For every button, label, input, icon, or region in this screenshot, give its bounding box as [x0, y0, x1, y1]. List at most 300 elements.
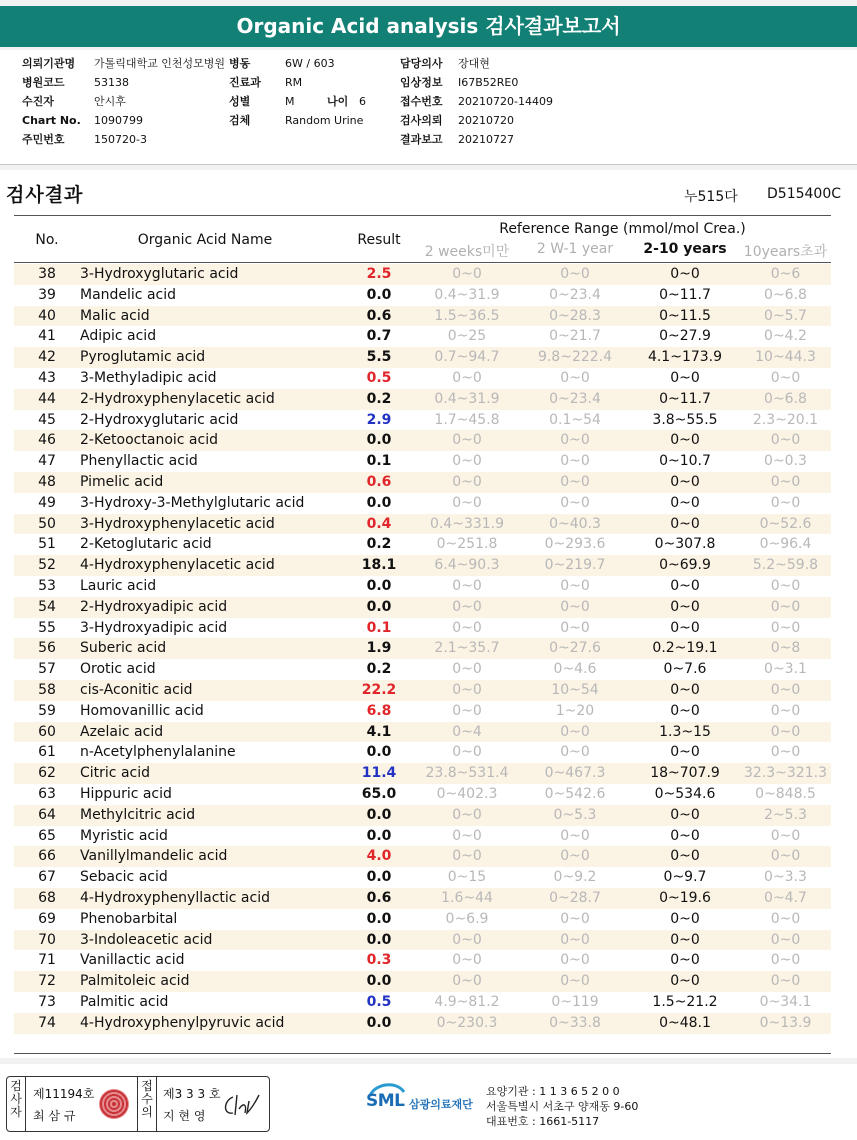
receiver-name: 지 현 영 — [163, 1109, 206, 1123]
row-number: 52 — [38, 557, 56, 574]
hospital-value: 가톨릭대학교 인천성모병원 — [94, 57, 226, 70]
range-2-10-years: 0~9.7 — [663, 869, 707, 886]
range-under-2-weeks: 6.4~90.3 — [434, 557, 500, 574]
table-row — [14, 638, 831, 659]
table-row — [14, 826, 831, 847]
col-header-no: No. — [35, 232, 59, 248]
range-2-10-years: 0~0 — [670, 848, 700, 865]
range-2-10-years: 0~19.6 — [659, 890, 711, 906]
range-2-10-years: 0.2~19.1 — [652, 640, 718, 657]
acid-name: Homovanillic acid — [80, 702, 204, 719]
range-under-2-weeks: 0~0 — [452, 848, 482, 865]
recipient-value: 안시후 — [94, 95, 126, 108]
table-row — [14, 701, 831, 722]
table-row — [14, 784, 831, 805]
range-under-2-weeks: 0~0 — [452, 474, 482, 490]
range-2-10-years: 0~0 — [670, 370, 700, 386]
code-row — [22, 74, 129, 92]
result-value: 0.2 — [366, 661, 392, 678]
receipt-value: 20210720-14409 — [458, 95, 553, 108]
acid-name: 3-Methyladipic acid — [80, 370, 217, 386]
range-2w-1-year: 0~0 — [560, 744, 590, 761]
clinical-value: I67B52RE0 — [458, 76, 519, 89]
table-row — [14, 680, 831, 701]
result-value: 1.9 — [366, 640, 392, 657]
range-2-10-years: 0~0 — [670, 744, 700, 761]
range-2-10-years: 0~0 — [670, 578, 700, 594]
range-under-2-weeks: 0~0 — [452, 370, 482, 386]
range-2w-1-year: 0~40.3 — [549, 515, 601, 532]
range-2w-1-year: 0~4.6 — [553, 661, 597, 678]
ward-value: 6W / 603 — [285, 57, 335, 70]
range-2-10-years: 0~0 — [670, 952, 700, 969]
result-value: 2.9 — [366, 411, 392, 428]
result-value: 22.2 — [361, 682, 397, 698]
acid-name: Phenobarbital — [80, 910, 178, 927]
row-number: 73 — [38, 994, 56, 1010]
chart-value: 1090799 — [94, 114, 143, 127]
dept-row — [229, 74, 302, 92]
specimen-row — [229, 112, 363, 130]
range-2-10-years: 0~0 — [670, 827, 700, 844]
row-number: 42 — [38, 349, 56, 366]
range-over-10-years: 2~5.3 — [764, 806, 807, 823]
row-number: 48 — [38, 474, 56, 490]
range-2-10-years: 0~0 — [670, 619, 700, 636]
code-label: 병원코드 — [22, 76, 65, 89]
result-value: 0.0 — [366, 869, 392, 886]
range-2w-1-year: 0~219.7 — [544, 557, 606, 574]
table-row — [14, 410, 831, 431]
lab-phone: 대표번호 : 1661-5117 — [486, 1115, 600, 1128]
acid-name: 3-Hydroxy-3-Methylglutaric acid — [80, 494, 305, 511]
range-2w-1-year: 0~23.4 — [549, 390, 601, 407]
result-value: 0.6 — [366, 890, 392, 906]
range-2w-1-year: 0~0 — [560, 432, 590, 449]
result-value: 0.0 — [366, 578, 392, 594]
acid-name: 3-Hydroxyadipic acid — [80, 619, 228, 636]
range-over-10-years: 0~0 — [770, 370, 801, 386]
range-2w-1-year: 0~0 — [560, 619, 590, 636]
age-label: 나이 — [327, 95, 349, 108]
range-over-10-years: 0~0.3 — [764, 453, 807, 470]
result-value: 0.0 — [366, 1014, 392, 1031]
range-2-10-years: 1.3~15 — [659, 723, 711, 740]
range-2-10-years: 1.5~21.2 — [652, 994, 718, 1010]
examiner-name: 최 삼 규 — [33, 1109, 76, 1123]
range-over-10-years: 10~44.3 — [755, 349, 816, 366]
range-2-10-years: 18~707.9 — [650, 765, 720, 782]
range-2w-1-year: 1~20 — [555, 702, 595, 719]
lab-code: 요양기관 : 1 1 3 6 5 2 0 0 — [486, 1085, 620, 1098]
row-number: 45 — [38, 411, 56, 428]
table-row — [14, 264, 831, 285]
table-row — [14, 493, 831, 514]
result-value: 0.1 — [366, 619, 392, 636]
result-value: 65.0 — [361, 786, 397, 802]
range-over-10-years: 0~4.2 — [764, 328, 807, 345]
sex-value: M — [285, 95, 295, 108]
range-over-10-years: 0~0 — [770, 744, 801, 761]
doctor-label: 담당의사 — [400, 57, 443, 70]
doctor-value: 장대현 — [458, 57, 490, 70]
range-2w-1-year: 0~542.6 — [544, 786, 606, 802]
idnum-label: 주민번호 — [22, 133, 65, 146]
table-row — [14, 597, 831, 618]
range-under-2-weeks: 0~4 — [452, 723, 482, 740]
range-over-10-years: 0~0 — [770, 973, 801, 990]
range-under-2-weeks: 0.4~331.9 — [429, 515, 505, 532]
table-row — [14, 971, 831, 992]
result-value: 0.5 — [366, 994, 392, 1010]
range-2w-1-year: 0.1~54 — [549, 411, 601, 428]
table-row — [14, 514, 831, 535]
receiver-license: 제3 3 3 호 — [163, 1087, 221, 1101]
dept-value: RM — [285, 76, 303, 89]
range-2-10-years: 0~11.7 — [659, 286, 711, 303]
age-value: 6 — [359, 95, 366, 108]
table-row — [14, 576, 831, 597]
range-2w-1-year: 0~5.3 — [553, 806, 597, 823]
report-row — [400, 131, 514, 149]
result-value: 0.0 — [366, 494, 392, 511]
row-number: 47 — [38, 453, 56, 470]
table-row — [14, 659, 831, 680]
recipient-label: 수진자 — [22, 95, 54, 108]
col-header-r2: 2 W-1 year — [536, 241, 614, 257]
result-value: 18.1 — [361, 557, 397, 574]
specimen-value: Random Urine — [285, 114, 364, 127]
range-under-2-weeks: 0~0 — [452, 952, 482, 969]
range-under-2-weeks: 1.6~44 — [441, 890, 493, 906]
range-2-10-years: 0~0 — [670, 682, 700, 698]
row-number: 41 — [38, 328, 56, 345]
range-over-10-years: 0~0 — [770, 682, 801, 698]
row-number: 43 — [38, 370, 56, 386]
range-over-10-years: 0~34.1 — [759, 994, 812, 1010]
range-under-2-weeks: 0~0 — [452, 619, 482, 636]
acid-name: 4-Hydroxyphenylacetic acid — [80, 557, 275, 574]
result-value: 0.6 — [366, 474, 392, 490]
receipt-label: 접수번호 — [400, 95, 443, 108]
range-2-10-years: 0~307.8 — [654, 536, 716, 553]
range-over-10-years: 0~0 — [770, 702, 801, 719]
row-number: 44 — [38, 390, 56, 407]
range-over-10-years: 0~0 — [770, 952, 801, 969]
range-2-10-years: 0~0 — [670, 515, 700, 532]
range-under-2-weeks: 0~6.9 — [445, 910, 489, 927]
range-2w-1-year: 0~33.8 — [549, 1014, 601, 1031]
lab-contact — [486, 1084, 638, 1129]
range-over-10-years: 0~52.6 — [759, 515, 812, 532]
request-value: 20210720 — [458, 114, 514, 127]
row-number: 40 — [38, 307, 56, 324]
range-under-2-weeks: 0~0 — [452, 578, 482, 594]
result-value: 0.4 — [366, 515, 392, 532]
range-2-10-years: 0~0 — [670, 931, 700, 948]
table-top-rule — [14, 215, 831, 216]
acid-name: Vanillylmandelic acid — [80, 848, 228, 865]
range-2w-1-year: 0~467.3 — [544, 765, 606, 782]
result-value: 0.0 — [366, 806, 392, 823]
row-number: 66 — [38, 848, 56, 865]
result-value: 0.0 — [366, 744, 392, 761]
range-over-10-years: 0~0 — [770, 432, 801, 449]
section-title: 검사결과 — [6, 184, 84, 206]
range-over-10-years: 0~3.1 — [764, 661, 807, 678]
range-2w-1-year: 0~293.6 — [544, 536, 606, 553]
range-2w-1-year: 10~54 — [551, 682, 599, 698]
range-2w-1-year: 9.8~222.4 — [537, 349, 613, 366]
acid-name: Palmitic acid — [80, 994, 169, 1010]
result-value: 0.1 — [366, 453, 392, 470]
range-under-2-weeks: 0~15 — [447, 869, 487, 886]
table-row — [14, 950, 831, 971]
acid-name: Hippuric acid — [80, 786, 172, 802]
range-under-2-weeks: 0~0 — [452, 432, 482, 449]
row-number: 39 — [38, 286, 56, 303]
range-over-10-years: 0~0 — [770, 598, 801, 615]
range-over-10-years: 0~6.8 — [764, 286, 807, 303]
clinical-label: 임상정보 — [400, 76, 443, 89]
range-over-10-years: 2.3~20.1 — [752, 411, 819, 428]
range-over-10-years: 0~0 — [770, 723, 801, 740]
range-under-2-weeks: 0~0 — [452, 744, 482, 761]
range-2w-1-year: 0~0 — [560, 931, 590, 948]
recipient-row — [22, 93, 126, 111]
result-value: 2.5 — [366, 266, 392, 282]
signature-box — [6, 1076, 270, 1132]
result-value: 11.4 — [361, 765, 397, 782]
table-row — [14, 846, 831, 867]
range-under-2-weeks: 0~230.3 — [436, 1014, 498, 1031]
range-under-2-weeks: 0~0 — [452, 494, 482, 511]
range-2-10-years: 0~0 — [670, 266, 700, 282]
acid-name: Pimelic acid — [80, 474, 164, 490]
table-row — [14, 867, 831, 888]
range-2w-1-year: 0~0 — [560, 474, 590, 490]
acid-name: Mandelic acid — [80, 286, 177, 303]
range-2-10-years: 0~0 — [670, 702, 700, 719]
range-2w-1-year: 0~21.7 — [549, 328, 601, 345]
report-label: 결과보고 — [400, 133, 443, 146]
range-over-10-years: 0~0 — [770, 578, 801, 594]
result-value: 0.0 — [366, 910, 392, 927]
table-row — [14, 326, 831, 347]
range-2-10-years: 0~0 — [670, 474, 700, 490]
row-number: 50 — [38, 515, 56, 532]
report-title: Organic Acid analysis 검사결과보고서 — [0, 6, 857, 47]
row-number: 65 — [38, 827, 56, 844]
acid-name: Palmitoleic acid — [80, 973, 190, 990]
acid-name: 2-Hydroxyphenylacetic acid — [80, 390, 275, 407]
range-under-2-weeks: 2.1~35.7 — [434, 640, 500, 657]
range-2-10-years: 0~48.1 — [659, 1014, 711, 1031]
request-row — [400, 112, 514, 130]
range-over-10-years: 0~4.7 — [764, 890, 807, 906]
range-over-10-years: 0~0 — [770, 931, 801, 948]
idnum-value: 150720-3 — [94, 133, 147, 146]
result-value: 0.5 — [366, 370, 392, 386]
ward-label: 병동 — [229, 57, 251, 70]
section-code-2: D515400C — [767, 186, 841, 202]
acid-name: 3-Hydroxyglutaric acid — [80, 266, 239, 282]
range-under-2-weeks: 0.4~31.9 — [434, 390, 500, 407]
range-under-2-weeks: 0~0 — [452, 827, 482, 844]
table-row — [14, 992, 831, 1013]
row-number: 61 — [38, 744, 56, 761]
table-row — [14, 430, 831, 451]
range-over-10-years: 0~13.9 — [759, 1014, 812, 1031]
row-number: 55 — [38, 619, 56, 636]
hospital-row — [22, 55, 225, 73]
table-row — [14, 805, 831, 826]
acid-name: cis-Aconitic acid — [80, 682, 193, 698]
row-number: 69 — [38, 910, 56, 927]
range-2w-1-year: 0~0 — [560, 848, 590, 865]
row-number: 51 — [38, 536, 56, 553]
range-2w-1-year: 0~9.2 — [553, 869, 597, 886]
row-number: 68 — [38, 890, 56, 906]
range-over-10-years: 0~8 — [770, 640, 801, 657]
range-over-10-years: 0~0 — [770, 910, 801, 927]
table-row — [14, 389, 831, 410]
range-over-10-years: 0~0 — [770, 827, 801, 844]
acid-name: Phenyllactic acid — [80, 453, 198, 470]
specimen-label: 검체 — [229, 114, 251, 127]
range-2-10-years: 0~69.9 — [659, 557, 711, 574]
seal-stamp — [99, 1089, 129, 1119]
range-2w-1-year: 0~28.3 — [549, 307, 601, 324]
range-2w-1-year: 0~28.7 — [549, 890, 601, 906]
result-value: 4.0 — [366, 848, 392, 865]
range-2-10-years: 4.1~173.9 — [647, 349, 723, 366]
result-value: 0.0 — [366, 973, 392, 990]
table-row — [14, 888, 831, 909]
acid-name: 2-Hydroxyglutaric acid — [80, 411, 239, 428]
range-2-10-years: 0~0 — [670, 598, 700, 615]
receiver-label: 접수의 — [141, 1079, 153, 1119]
row-number: 60 — [38, 723, 56, 740]
acid-name: Citric acid — [80, 765, 150, 782]
acid-name: 2-Hydroxyadipic acid — [80, 598, 228, 615]
header-bottom-rule — [14, 262, 831, 263]
receipt-row — [400, 93, 553, 111]
range-over-10-years: 0~96.4 — [759, 536, 812, 553]
range-over-10-years: 0~3.3 — [764, 869, 807, 886]
col-header-name: Organic Acid Name — [137, 232, 273, 248]
table-row — [14, 930, 831, 951]
range-over-10-years: 5.2~59.8 — [752, 557, 819, 574]
clinical-row — [400, 74, 518, 92]
row-number: 62 — [38, 765, 56, 782]
range-under-2-weeks: 0~0 — [452, 973, 482, 990]
acid-name: Malic acid — [80, 307, 150, 324]
acid-name: Suberic acid — [80, 640, 167, 657]
range-under-2-weeks: 0~0 — [452, 598, 482, 615]
signature-image — [221, 1091, 263, 1119]
divider — [25, 1077, 26, 1131]
patient-info-panel — [0, 50, 857, 165]
table-row — [14, 763, 831, 784]
row-number: 72 — [38, 973, 56, 990]
table-row — [14, 306, 831, 327]
range-2-10-years: 0~0 — [670, 432, 700, 449]
range-under-2-weeks: 1.5~36.5 — [434, 307, 500, 324]
range-2w-1-year: 0~0 — [560, 827, 590, 844]
range-2w-1-year: 0~119 — [551, 994, 599, 1010]
range-2-10-years: 0~11.7 — [659, 390, 711, 407]
table-row — [14, 451, 831, 472]
range-2-10-years: 0~0 — [670, 973, 700, 990]
acid-name: Sebacic acid — [80, 869, 168, 886]
range-over-10-years: 0~0 — [770, 848, 801, 865]
range-under-2-weeks: 0~25 — [447, 328, 487, 345]
range-under-2-weeks: 0~0 — [452, 682, 482, 698]
col-header-reference: Reference Range (mmol/mol Crea.) — [499, 221, 746, 237]
range-2w-1-year: 0~0 — [560, 952, 590, 969]
range-2w-1-year: 0~0 — [560, 370, 590, 386]
acid-name: n-Acetylphenylalanine — [80, 744, 236, 761]
table-row — [14, 472, 831, 493]
row-number: 64 — [38, 806, 56, 823]
acid-name: Pyroglutamic acid — [80, 349, 206, 366]
divider — [137, 1077, 138, 1131]
range-under-2-weeks: 1.7~45.8 — [434, 411, 500, 428]
acid-name: 4-Hydroxyphenyllactic acid — [80, 890, 270, 906]
range-under-2-weeks: 0~0 — [452, 931, 482, 948]
row-number: 57 — [38, 661, 56, 678]
results-section — [0, 170, 857, 1058]
range-2w-1-year: 0~0 — [560, 266, 590, 282]
code-value: 53138 — [94, 76, 129, 89]
col-header-r3: 2-10 years — [643, 241, 727, 257]
range-over-10-years: 32.3~321.3 — [744, 765, 827, 782]
result-value: 0.0 — [366, 432, 392, 449]
col-header-result: Result — [357, 232, 401, 248]
range-2w-1-year: 0~0 — [560, 723, 590, 740]
range-over-10-years: 0~0 — [770, 474, 801, 490]
result-value: 0.0 — [366, 827, 392, 844]
range-over-10-years: 0~5.7 — [764, 307, 807, 324]
chart-label: Chart No. — [22, 114, 81, 127]
row-number: 38 — [38, 266, 56, 282]
table-row — [14, 909, 831, 930]
range-over-10-years: 0~0 — [770, 619, 801, 636]
table-row — [14, 368, 831, 389]
result-value: 5.5 — [366, 349, 392, 366]
result-value: 0.0 — [366, 598, 392, 615]
range-under-2-weeks: 0.7~94.7 — [434, 349, 500, 366]
col-header-r4: 10years초과 — [743, 244, 828, 260]
acid-name: 4-Hydroxyphenylpyruvic acid — [80, 1014, 285, 1031]
acid-name: Adipic acid — [80, 328, 157, 345]
range-2-10-years: 0~0 — [670, 806, 700, 823]
range-2w-1-year: 0~0 — [560, 578, 590, 594]
range-2w-1-year: 0~0 — [560, 973, 590, 990]
range-under-2-weeks: 0~0 — [452, 702, 482, 719]
row-number: 58 — [38, 682, 56, 698]
result-value: 0.0 — [366, 931, 392, 948]
range-2-10-years: 0~534.6 — [654, 786, 716, 802]
section-code-1: 누515다 — [684, 189, 738, 205]
sex-label: 성별 — [229, 95, 251, 108]
row-number: 46 — [38, 432, 56, 449]
range-2-10-years: 0~0 — [670, 494, 700, 511]
idnum-row — [22, 131, 147, 149]
range-2w-1-year: 0~0 — [560, 910, 590, 927]
range-2w-1-year: 0~0 — [560, 494, 590, 511]
